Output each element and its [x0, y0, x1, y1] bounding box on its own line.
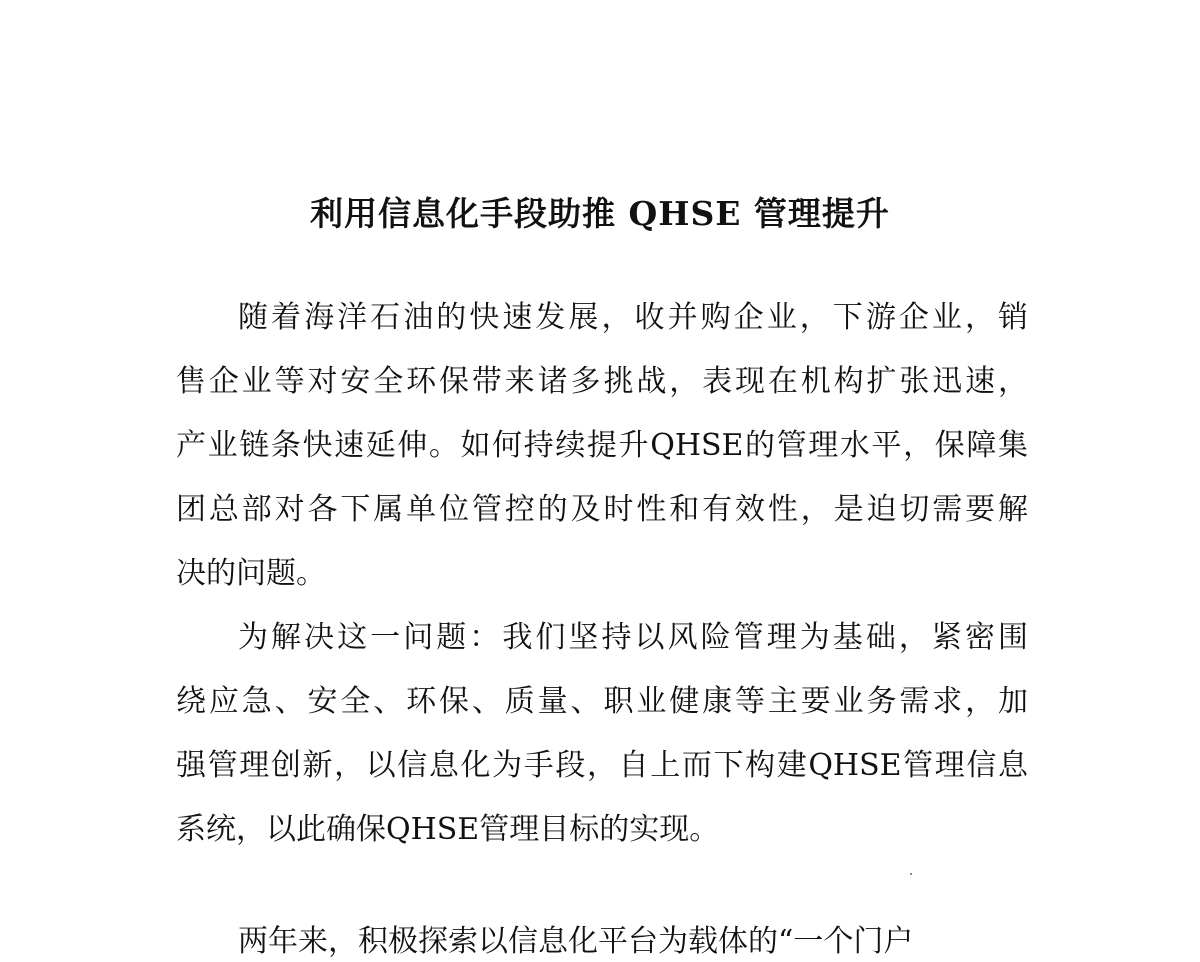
paragraph-1-line-2: 售企业等对安全环保带来诸多挑战，表现在机构扩张迅速，: [176, 364, 1028, 399]
paragraph-1-line-3: 产业链条快速延伸。如何持续提升QHSE的管理水平，保障集: [176, 428, 1028, 463]
paragraph-1-line-1: 随着海洋石油的快速发展，收并购企业，下游企业，销: [238, 300, 1028, 335]
document-title: 利用信息化手段助推 QHSE 管理提升: [310, 194, 890, 233]
paragraph-1-line-5: 决的问题。: [176, 556, 326, 591]
paragraph-1-line-4: 团总部对各下属单位管控的及时性和有效性，是迫切需要解: [176, 492, 1028, 527]
paragraph-2-line-2: 绕应急、安全、环保、质量、职业健康等主要业务需求，加: [176, 684, 1028, 719]
paragraph-3-line-1: 两年来，积极探索以信息化平台为载体的“一个门户: [238, 924, 914, 959]
scan-speck: [910, 873, 912, 875]
paragraph-2-line-1: 为解决这一问题：我们坚持以风险管理为基础，紧密围: [238, 620, 1028, 655]
paragraph-2-line-3: 强管理创新，以信息化为手段，自上而下构建QHSE管理信息: [176, 748, 1028, 783]
paragraph-2-line-4: 系统，以此确保QHSE管理目标的实现。: [176, 812, 720, 847]
